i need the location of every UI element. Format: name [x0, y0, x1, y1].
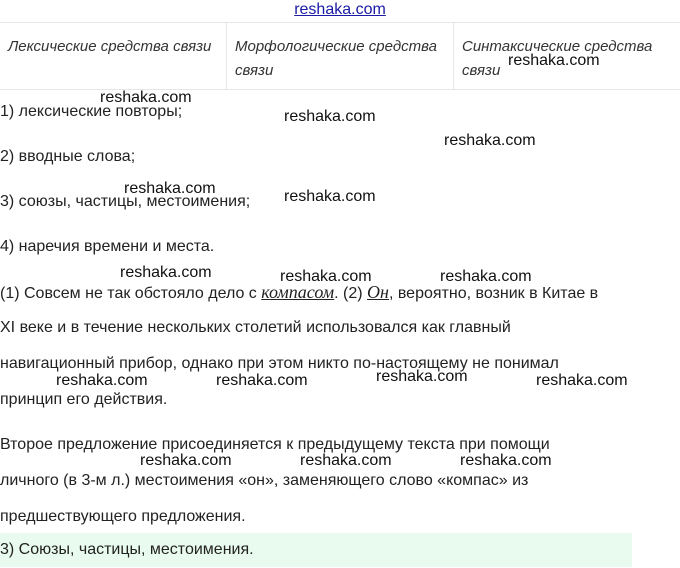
- option-1: 1) лексические повторы;: [0, 103, 183, 120]
- answer-text: 3) Союзы, частицы, местоимения.: [0, 541, 254, 558]
- watermark: reshaka.com: [280, 268, 372, 285]
- watermark: reshaka.com: [216, 372, 308, 389]
- watermark: reshaka.com: [100, 89, 192, 106]
- watermark: reshaka.com: [124, 180, 216, 197]
- watermark: reshaka.com: [284, 188, 376, 205]
- explanation-line-2: личного (в 3-м л.) местоимения «он», заменяющего слово «компас» из: [0, 472, 529, 489]
- site-title-link[interactable]: reshaka.com: [294, 1, 386, 18]
- watermark: reshaka.com: [56, 372, 148, 389]
- watermark: reshaka.com: [284, 108, 376, 125]
- text-part-1: (1) Совсем не так обстояло дело с: [0, 285, 262, 302]
- table-header-syntactic: Синтаксические средства связи: [462, 38, 653, 79]
- text-part-2: . (2): [334, 285, 368, 302]
- watermark: reshaka.com: [536, 372, 628, 389]
- table-header-lexical: Лексические средства связи: [0, 23, 227, 89]
- text-line-4: принцип его действия.: [0, 391, 168, 408]
- option-2: 2) вводные слова;: [0, 148, 136, 165]
- option-3: 3) союзы, частицы, местоимения;: [0, 193, 251, 210]
- watermark: reshaka.com: [444, 132, 536, 149]
- text-part-3: , вероятно, возник в Китае в: [388, 285, 599, 302]
- watermark: reshaka.com: [300, 452, 392, 469]
- explanation-line-3: предшествующего предложения.: [0, 508, 246, 525]
- underlined-word-compass: компасом: [261, 282, 335, 302]
- underlined-word-on: Он: [367, 282, 389, 302]
- text-line-3: навигационный прибор, однако при этом никто по-настоящему не понимал: [0, 355, 559, 372]
- watermark: reshaka.com: [140, 452, 232, 469]
- answer-box: [0, 533, 632, 567]
- table-header-morphological: Морфологические средства связи: [227, 23, 454, 89]
- watermark: reshaka.com: [440, 268, 532, 285]
- watermark: reshaka.com: [508, 52, 600, 69]
- text-line-2: XI веке и в течение нескольких столетий использовался как главный: [0, 319, 511, 336]
- option-4: 4) наречия времени и места.: [0, 238, 215, 255]
- watermark: reshaka.com: [376, 368, 468, 385]
- watermark: reshaka.com: [120, 264, 212, 281]
- explanation-line-1: Второе предложение присоединяется к предыдущему текста при помощи: [0, 436, 550, 453]
- watermark: reshaka.com: [460, 452, 552, 469]
